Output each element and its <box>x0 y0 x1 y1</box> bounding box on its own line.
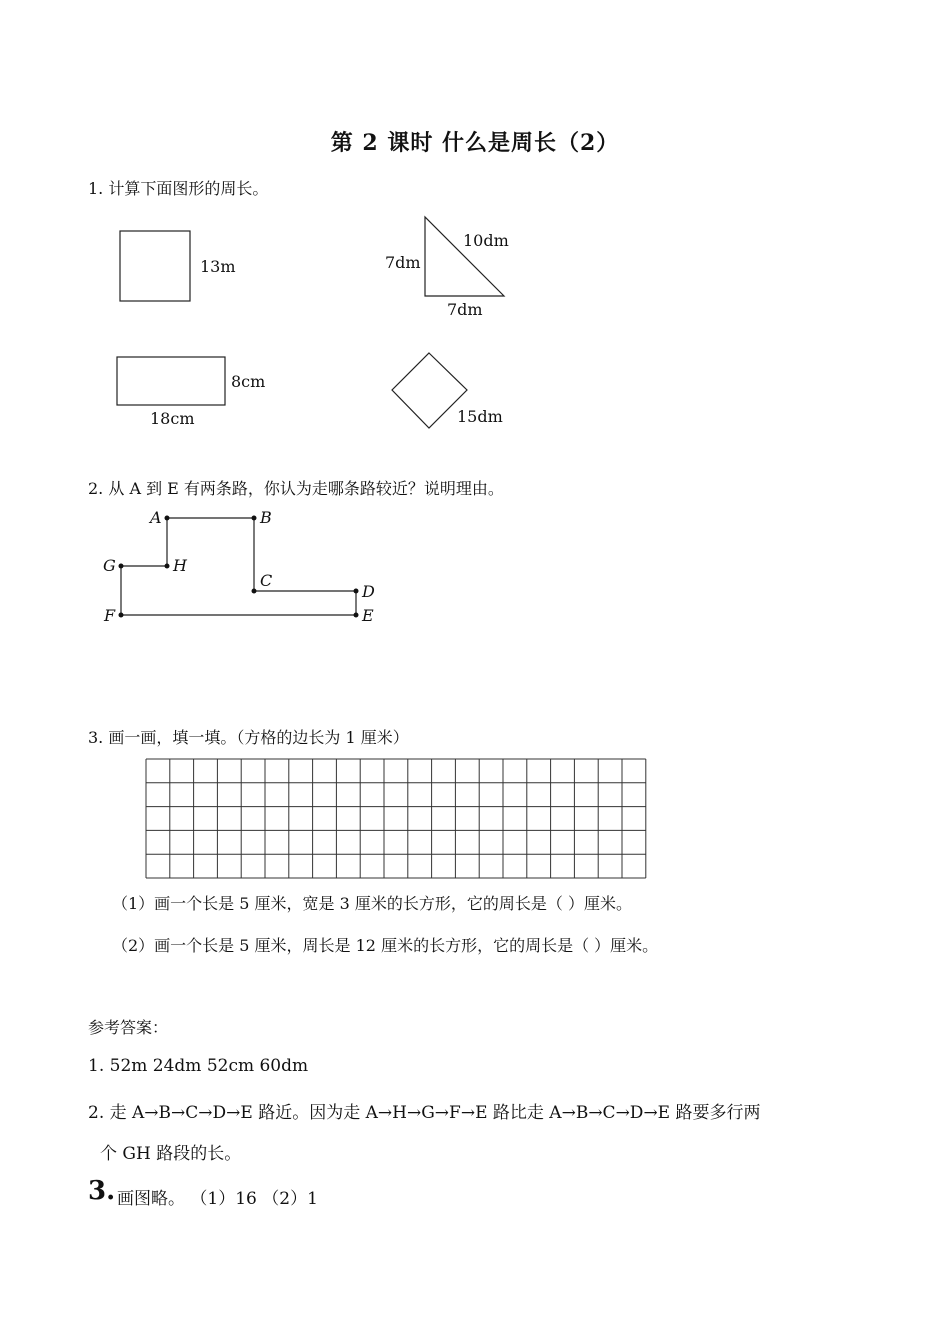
square-shape <box>120 231 190 301</box>
point-label-a: A <box>150 508 162 527</box>
rect-width-label: 18cm <box>150 409 195 428</box>
point-f <box>119 613 124 618</box>
point-label-b: B <box>260 508 272 527</box>
point-a <box>165 516 170 521</box>
path-outline <box>121 518 356 615</box>
page-title: 第 2 课时 什么是周长（2） <box>330 130 620 156</box>
answer-2-line-1: 2. 走 A→B→C→D→E 路近。因为走 A→H→G→F→E 路比走 A→B→C→D→E 路要多行两 <box>88 1103 761 1123</box>
question-1-prompt: 1. 计算下面图形的周长。 <box>88 179 269 198</box>
triangle-bottom-label: 7dm <box>447 300 483 319</box>
diamond-shape <box>392 353 467 428</box>
answer-2-line-2: 个 GH 路段的长。 <box>100 1144 242 1164</box>
point-label-f: F <box>104 606 116 625</box>
diamond-side-label: 15dm <box>457 407 503 426</box>
point-label-d: D <box>362 582 375 601</box>
point-b <box>252 516 257 521</box>
answer-1: 1. 52m 24dm 52cm 60dm <box>88 1056 309 1076</box>
point-label-e: E <box>362 606 374 625</box>
question-3-sub-2: （2）画一个长是 5 厘米，周长是 12 厘米的长方形，它的周长是（ ）厘米。 <box>112 936 659 955</box>
rectangle-shape <box>117 357 225 405</box>
question-3-prompt: 3. 画一画，填一填。（方格的边长为 1 厘米） <box>88 728 409 747</box>
rect-height-label: 8cm <box>231 372 266 391</box>
triangle-left-label: 7dm <box>385 253 421 272</box>
point-e <box>354 613 359 618</box>
square-side-label: 13m <box>200 257 236 276</box>
point-h <box>165 564 170 569</box>
point-label-h: H <box>173 556 187 575</box>
triangle-shape <box>425 217 504 296</box>
question-2-prompt: 2. 从 A 到 E 有两条路，你认为走哪条路较近？说明理由。 <box>88 479 504 498</box>
answers-heading: 参考答案： <box>88 1018 169 1037</box>
answer-3: 画图略。 （1）16 （2）1 <box>117 1189 318 1209</box>
point-g <box>119 564 124 569</box>
triangle-hyp-label: 10dm <box>463 231 509 250</box>
point-label-g: G <box>103 556 116 575</box>
point-c <box>252 589 257 594</box>
square-grid <box>146 759 646 878</box>
point-d <box>354 589 359 594</box>
question-3-sub-1: （1）画一个长是 5 厘米，宽是 3 厘米的长方形，它的周长是（ ）厘米。 <box>112 894 632 913</box>
point-label-c: C <box>260 571 273 590</box>
answer-3-number: 3. <box>88 1176 116 1206</box>
